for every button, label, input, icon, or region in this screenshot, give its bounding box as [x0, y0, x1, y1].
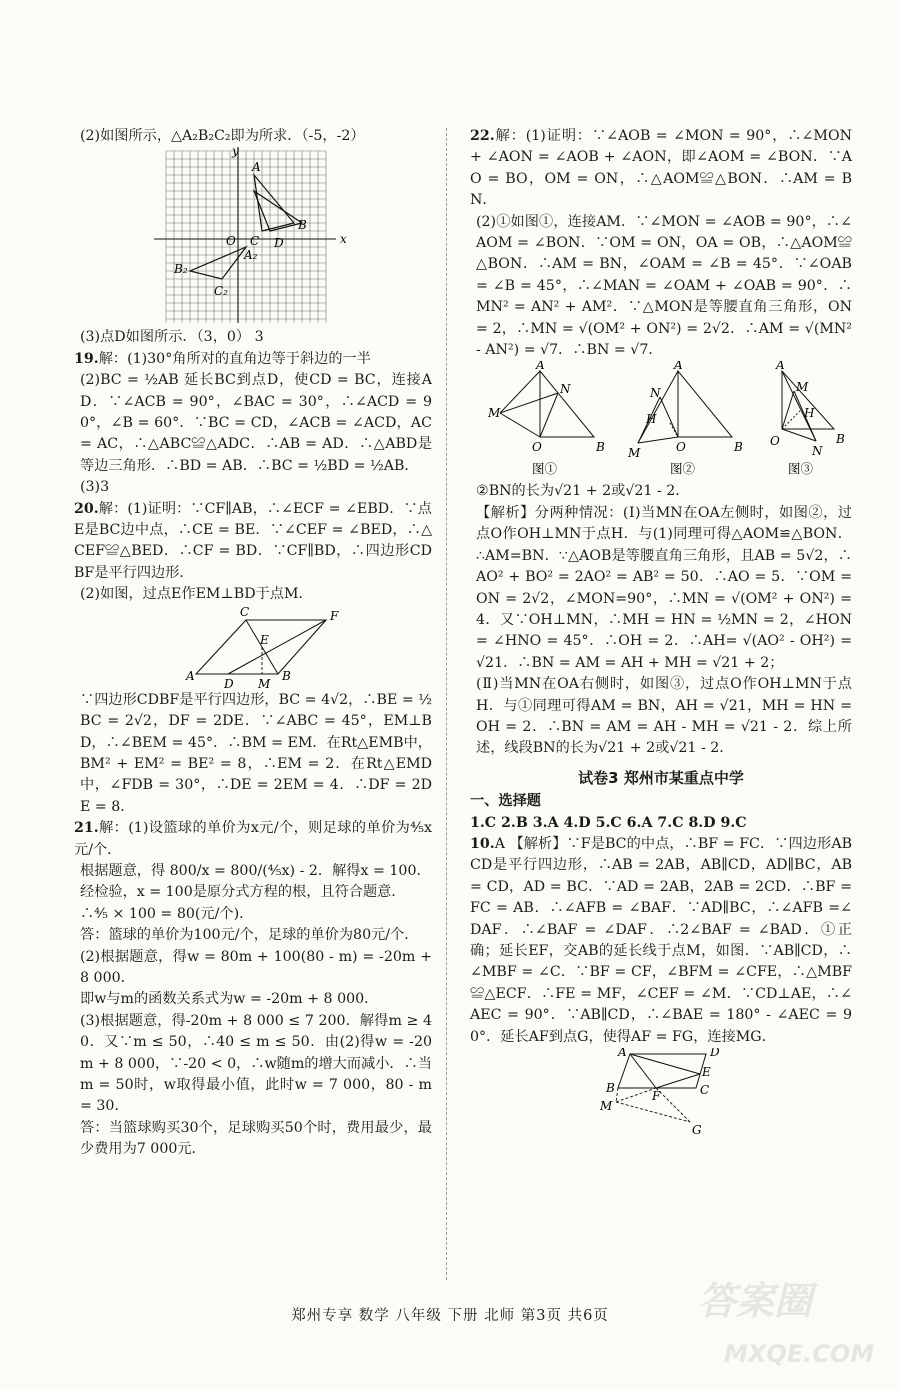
svg-text:M: M	[488, 406, 501, 421]
q22-part5: (Ⅱ)当MN在OA右侧时，如图③，过点O作OH⊥MN于点H．与①同理可得AM = BN，AH = √21，MH = HN = OH = 2．∴BN = AM = AH - MH = √21 - 2．综上所述，线段BN的长为√21 + 2或√21 - 2．	[476, 676, 852, 757]
svg-text:A: A	[776, 361, 785, 373]
svg-text:x: x	[340, 232, 347, 247]
fig1-caption: 图①	[532, 461, 558, 477]
parallelogram-svg	[74, 606, 432, 690]
fig3-caption: 图③	[788, 461, 814, 477]
svg-text:M: M	[796, 380, 809, 395]
section-title: 试卷3 郑州市某重点中学	[578, 768, 744, 787]
q21-part6: (2)根据题意，得w = 80m + 100(80 - m) = -20m + 8 000．	[80, 948, 432, 986]
q10-number: 10.	[470, 835, 495, 852]
svg-text:F: F	[330, 608, 339, 623]
subsection-title: 一、选择题	[470, 793, 541, 810]
svg-text:B: B	[836, 432, 845, 447]
svg-text:B: B	[606, 1081, 615, 1096]
svg-text:M: M	[600, 1099, 613, 1114]
svg-text:B: B	[734, 440, 743, 455]
svg-text:C: C	[700, 1083, 710, 1098]
q22-part4: 【解析】分两种情况：(Ⅰ)当MN在OA左侧时，如图②，过点O作OH⊥MN于点H．与(1)同理可得△AOM≌△BON．∴AM=BN．∵△AOB是等腰直角三角形，且AB = 5√2，∴AO² + BO² = 2AO² = AB² = 50．∴AO = 5．∵OM = ON = 2√2，∠MON=90°，∴MN = √(OM² + ON²) = 4．又∵OH⊥MN，∴MH = HN = ½MN = 2，∠HON = ∠HNO = 45°．∴OH = 2．∴AH= √(AO² - OH²) = √21．∴BN = AM = AH + MH = √21 + 2；	[476, 504, 852, 671]
coordinate-grid-svg	[74, 147, 432, 327]
svg-text:A: A	[536, 361, 545, 373]
q10-part1: A 【解析】∵F是BC的中点，∴BF = FC．∵四边形ABCD是平行四边形，∴AB = 2AB，AB∥CD，AD∥BC，AB = CD，AD = BC．∵AD = 2AB，2AB = 2CD．∴BF = FC = AB．∴∠AFB = ∠BAF．∵AD∥BC，∴∠AFB =∠DAF．∴∠BAF = ∠DAF．∴2∠BAF = ∠BAD．①正确；延长EF，交AB的延长线于点M，如图．∵AB∥CD，∴∠MBF = ∠C．∵BF = CF，∠BFM = ∠CFE，∴△MBF≌△ECF．∴FE = MF，∠CEF = ∠M．∵CD⊥AE，∴∠AEC = 90°．∵AB∥CD，∴∠BAE = 180° - ∠AEC = 90°．延长AF到点G，使得AF = FG，连接MG．	[470, 835, 852, 1045]
q22-part1: 解：(1)证明：∵∠AOB = ∠MON = 90°，∴∠MON + ∠AON = ∠AOB + ∠AON，即∠AOM = ∠BON．∵AO = BO，OM = ON，∴△AOM≌△BON．∴AM = BN．	[470, 128, 852, 209]
svg-text:D: D	[274, 236, 284, 251]
svg-text:B₂: B₂	[174, 262, 188, 277]
svg-text:A: A	[674, 361, 683, 373]
q21-part9: 答：当篮球购买30个，足球购买50个时，费用最少，最少费用为7 000元．	[80, 1119, 432, 1158]
q21-part7: 即w与m的函数关系式为w = -20m + 8 000．	[80, 991, 379, 1008]
triangle-figures-svg	[470, 361, 852, 481]
q10-figure-svg	[470, 1048, 852, 1138]
svg-text:H: H	[804, 406, 815, 421]
svg-text:G: G	[692, 1123, 702, 1138]
svg-text:E: E	[260, 632, 269, 647]
svg-text:N: N	[650, 386, 661, 401]
q19-number: 19.	[74, 350, 99, 367]
q21-part8: (3)根据题意，得-20m + 8 000 ≤ 7 200．解得m ≥ 40．又∵m ≤ 50，∴40 ≤ m ≤ 50．由(2)得w = -20m + 8 000，∵-20 < 0，∴w随m的增大而减小．∴当m = 50时，w取得最小值，此时w = 7 000，80 - m = 30．	[80, 1012, 432, 1115]
watermark-url: MXQE.COM	[724, 1340, 875, 1368]
svg-text:A: A	[252, 160, 261, 175]
q21-part4: ∴⁴⁄₅ × 100 = 80(元/个)．	[80, 905, 254, 922]
fig2-caption: 图②	[670, 461, 696, 477]
choice-answers: 1.C 2.B 3.A 4.D 5.C 6.A 7.C 8.D 9.C	[470, 814, 747, 831]
q22-part3: ②BN的长为√21 + 2或√21 - 2．	[476, 483, 690, 500]
svg-text:O: O	[770, 434, 780, 449]
svg-text:C₂: C₂	[214, 284, 228, 299]
svg-text:A: A	[618, 1048, 627, 1060]
svg-text:A: A	[186, 668, 195, 683]
svg-text:B: B	[298, 218, 307, 233]
q20-part3: ∵四边形CDBF是平行四边形，BC = 4√2，∴BE = ½BC = 2√2，DF = 2DE．∵∠ABC = 45°，EM⊥BD，∴∠BEM = 45°．∴BM = EM．在Rt△EMB中，BM² + EM² = BE² = 8，∴EM = 2．在Rt△EMD中，∠FDB = 30°，∴DE = 2EM = 4．∴DF = 2DE = 8．	[80, 691, 432, 815]
q10-figure	[470, 1048, 852, 1138]
q19-part2: (2)BC = ½AB 延长BC到点D，使CD = BC，连接AD．∵∠ACB = 90°，∠BAC = 30°，∴∠ACD = 90°，∠B = 60°．∵BC = CD，∠ACB = ∠ACD，AC = AC，∴△ABC≌△ADC．∴AB = AD．∴△ABD是等边三角形．∴BD = AB．∴BC = ½BD = ½AB．	[80, 372, 432, 474]
svg-text:O: O	[532, 440, 542, 455]
q19-part1: 解：(1)30°角所对的直角边等于斜边的一半	[98, 350, 371, 367]
svg-text:C: C	[250, 234, 260, 249]
right-column	[470, 126, 852, 1138]
watermark-brand: 答案圈	[698, 1279, 813, 1323]
svg-text:E: E	[702, 1065, 711, 1080]
svg-text:B: B	[282, 668, 291, 683]
q19-part3: (3)3	[80, 479, 110, 496]
q21-part2: 根据题意，得 800/x = 800/(⁴⁄₅x) - 2．解得x = 100．	[80, 862, 431, 879]
q20-part1: 解：(1)证明：∵CF∥AB，∴∠ECF = ∠EBD．∵点E是BC边中点，∴CE = BE．∵∠CEF = ∠BED，∴△CEF≌△BED．∴CF = BD．∵CF∥BD，∴四边形CDBF是平行四边形．	[74, 500, 432, 581]
q22-number: 22.	[470, 128, 495, 144]
triangle-figures	[470, 361, 852, 481]
q21-part5: 答：篮球的单价为100元/个，足球的单价为80元/个．	[80, 927, 419, 944]
q20-number: 20.	[74, 500, 99, 517]
left-column	[74, 126, 432, 1161]
svg-text:N: N	[812, 444, 823, 459]
svg-text:D: D	[224, 676, 234, 690]
svg-text:O: O	[226, 234, 236, 249]
q22-part2: (2)①如图①，连接AM．∵∠MON = ∠AOB = 90°，∴∠AOM = ∠BON．∵OM = ON，OA = OB，∴△AOM≌△BON．∴AM = BN，∠OAM = ∠B = 45°．∵∠OAB = ∠B = 45°，∴∠MAN = ∠OAM + ∠OAB = 90°．∴MN² = AN² + AM²．∵△MON是等腰直角三角形，ON = 2，∴MN = √(OM² + ON²) = 2√2．∴AM = √(MN² - AN²) = √7．∴BN = √7．	[476, 213, 852, 359]
svg-text:D: D	[710, 1048, 720, 1060]
coordinate-grid-figure	[74, 147, 432, 327]
column-divider	[446, 128, 447, 1280]
svg-text:C: C	[240, 605, 250, 619]
svg-text:A₂: A₂	[244, 248, 258, 263]
svg-text:B: B	[596, 440, 605, 455]
q21-part3: 经检验，x = 100是原分式方程的根，且符合题意．	[80, 884, 406, 901]
svg-text:y: y	[232, 147, 239, 159]
svg-text:O: O	[676, 440, 686, 455]
svg-text:M: M	[628, 446, 641, 461]
svg-text:N: N	[560, 382, 571, 397]
watermark-logo-icon	[688, 1258, 888, 1378]
parallelogram-figure	[74, 606, 432, 690]
svg-text:M: M	[258, 676, 271, 690]
svg-text:F: F	[652, 1089, 661, 1104]
q18-part3: (3)点D如图所示．（3，0） 3	[80, 329, 264, 346]
q21-number: 21.	[74, 820, 99, 837]
q18-part2: (2)如图所示，△A₂B₂C₂即为所求．（-5，-2）	[80, 128, 365, 144]
q20-part2: (2)如图，过点E作EM⊥BD于点M．	[80, 586, 313, 603]
q21-part1: 解：(1)设篮球的单价为x元/个，则足球的单价为⁴⁄₅x元/个．	[74, 820, 432, 858]
svg-text:H: H	[646, 412, 657, 427]
page-footer: 郑州专享 数学 八年级 下册 北师 第3页 共6页	[291, 1308, 609, 1324]
